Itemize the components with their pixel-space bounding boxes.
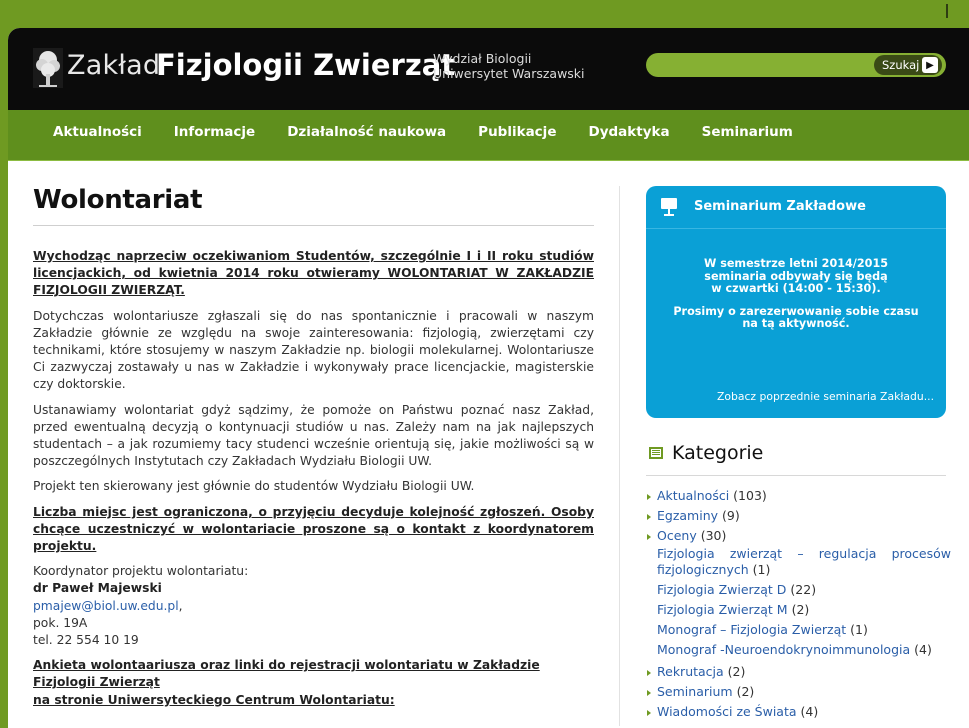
seminar-widget-header <box>646 186 946 229</box>
seminar-line-1: W semestrze letni 2014/2015 <box>703 257 889 270</box>
category-link-rekrutacja[interactable]: Rekrutacja <box>657 664 724 679</box>
logo-subtitle-line2: Uniwersytet Warszawski <box>433 66 585 81</box>
survey-line-2: na stronie Uniwersyteckiego Centrum Wolontariatu: <box>33 692 395 707</box>
main-content <box>33 183 594 717</box>
nav-item-publikacje[interactable]: Publikacje <box>478 124 557 140</box>
article-lead: Wychodząc naprzeciw oczekiwaniom Studentów, szczególnie I i II roku studiów licencjackich, od kwietnia 2014 roku otwieramy WOLONTARIAT W ZAKŁADZIE FIZJOLOGII ZWIERZĄT. <box>33 249 594 298</box>
category-count: (2) <box>736 684 755 699</box>
subcategory-link-fizjologia-m[interactable]: Fizjologia Zwierząt M <box>657 602 788 617</box>
seminar-line-3: w czwartki (14:00 - 15:30). <box>711 282 881 295</box>
article-paragraph-1: Dotychczas wolontariusze zgłaszali się do nas spontanicznie i pracowali w naszym Zakładzie głównie ze względu na swoje zainteresowania: fizjologią, zwierzętami czy technikami, które stosujemy w naszym Zakładzie np. biologii molekularnej. Wolontariusze Ci zazwyczaj zostawały u nas w Zakładzie i wykonywały prace licencjackie, magisterskie czy doktorskie. <box>33 308 594 392</box>
article-paragraph-4: Liczba miejsc jest ograniczona, o przyjęciu decyduje kolejność zgłoszeń. Osoby chcące uczestniczyć w wolontariacie proszone są o kontakt z koordynatorem projektu. <box>33 504 594 554</box>
category-link-egzaminy[interactable]: Egzaminy <box>657 508 719 523</box>
logo-main-text: Fizjologii Zwierząt <box>156 48 456 82</box>
seminar-widget-title: Seminarium Zakładowe <box>694 199 866 214</box>
subcategory-item <box>646 642 951 658</box>
coordinator-name: dr Paweł Majewski <box>33 581 162 596</box>
coordinator-room: pok. 19A <box>33 615 88 630</box>
subcategory-count: (2) <box>791 602 810 617</box>
subcategory-link-fizjologia-regulacja[interactable]: Fizjologia zwierząt – regulacja procesów fizjologicznych <box>657 546 951 577</box>
article-paragraph-2: Ustanawiamy wolontariat gdyż sądzimy, że pomoże on Państwu poznać nasz Zakład, przed ewentualną decyzją o kontynuacji studiów u nas. Zależy nam na jak najlepszych studentach – a jak rozumiemy tacy studenci wcześnie orientują się, jakie możliwości są w poszczególnych Instytutach czy Zakładach Wydziału Biologii UW. <box>33 402 594 469</box>
category-link-seminarium[interactable]: Seminarium <box>657 684 733 699</box>
subcategory-link-monograf-neuro[interactable]: Monograf -Neuroendokrynoimmunologia <box>657 642 911 657</box>
logo-subtitle <box>433 51 585 81</box>
subcategory-count: (22) <box>790 582 817 597</box>
subcategory-item <box>646 602 951 618</box>
category-count: (30) <box>700 528 727 543</box>
seminar-widget <box>646 186 946 418</box>
category-item <box>646 506 951 526</box>
category-link-oceny[interactable]: Oceny <box>657 528 697 543</box>
search-box <box>646 53 946 77</box>
article-paragraph-3: Projekt ten skierowany jest głównie do studentów Wydziału Biologii UW. <box>33 479 475 494</box>
article-body <box>33 248 594 709</box>
main-nav <box>8 110 969 161</box>
subcategory-link-fizjologia-d[interactable]: Fizjologia Zwierząt D <box>657 582 787 597</box>
logo-subtitle-line1: Wydział Biologii <box>433 51 532 66</box>
nav-item-dydaktyka[interactable]: Dydaktyka <box>588 124 670 140</box>
arrow-right-icon: ▶ <box>922 57 938 73</box>
category-item <box>646 662 951 682</box>
category-item <box>646 486 951 506</box>
survey-heading <box>33 657 594 709</box>
book-icon <box>648 445 664 461</box>
coordinator-label: Koordynator projektu wolontariatu: <box>33 564 249 579</box>
subcategory-count: (4) <box>914 642 932 657</box>
column-divider <box>619 186 620 726</box>
categories-header <box>646 442 946 464</box>
categories-title: Kategorie <box>672 442 764 464</box>
search-button[interactable] <box>874 55 942 75</box>
seminar-line-2: seminaria odbywały się będą <box>704 269 888 283</box>
subcategory-link-monograf-fizjologia[interactable]: Monograf – Fizjologia Zwierząt <box>657 622 847 637</box>
logo-zaklad-text: Zakład <box>67 50 161 81</box>
categories-divider <box>646 475 946 476</box>
coordinator-block <box>33 563 594 649</box>
search-button-label: Szukaj <box>882 58 920 72</box>
subcategory-item <box>646 546 951 578</box>
nav-item-informacje[interactable]: Informacje <box>173 124 256 140</box>
category-item <box>646 702 951 722</box>
scrollbar-mark <box>946 4 948 18</box>
categories-list <box>646 486 951 722</box>
site-header <box>8 28 969 110</box>
category-item <box>646 682 951 702</box>
category-count: (9) <box>722 508 740 523</box>
category-count: (2) <box>727 664 746 679</box>
category-count: (4) <box>800 704 819 719</box>
survey-line-1: Ankieta wolontaariusza oraz linki do rejestracji wolontariatu w Zakładzie Fizjologii Zwierząt <box>33 658 540 690</box>
category-item <box>646 526 951 546</box>
nav-item-seminarium[interactable]: Seminarium <box>701 124 793 140</box>
seminar-line-5: na tą aktywność. <box>742 317 850 330</box>
search-input[interactable] <box>656 56 870 76</box>
category-link-wiadomosci[interactable]: Wiadomości ze Świata <box>657 704 797 719</box>
category-link-aktualnosci[interactable]: Aktualności <box>657 488 730 503</box>
category-count: (103) <box>733 488 767 503</box>
page-title: Wolontariat <box>33 185 594 226</box>
seminar-widget-body <box>646 258 946 331</box>
nav-item-aktualnosci[interactable]: Aktualności <box>53 124 142 140</box>
nav-item-dzialalnosc-naukowa[interactable]: Działalność naukowa <box>287 124 447 140</box>
subcategory-count: (1) <box>752 562 771 577</box>
coordinator-phone: tel. 22 554 10 19 <box>33 633 139 648</box>
subcategory-item <box>646 622 951 638</box>
tree-logo-icon <box>33 48 63 88</box>
page-frame <box>8 28 969 728</box>
presentation-icon <box>660 197 678 217</box>
seminar-line-4: Prosimy o zarezerwowanie sobie czasu <box>673 304 919 318</box>
seminar-archive-link[interactable]: Zobacz poprzednie seminaria Zakładu... <box>716 390 934 403</box>
coordinator-email-suffix: , <box>178 598 183 613</box>
subcategory-item <box>646 582 951 598</box>
subcategory-count: (1) <box>850 622 868 637</box>
coordinator-email-link[interactable]: pmajew@biol.uw.edu.pl <box>33 598 179 613</box>
